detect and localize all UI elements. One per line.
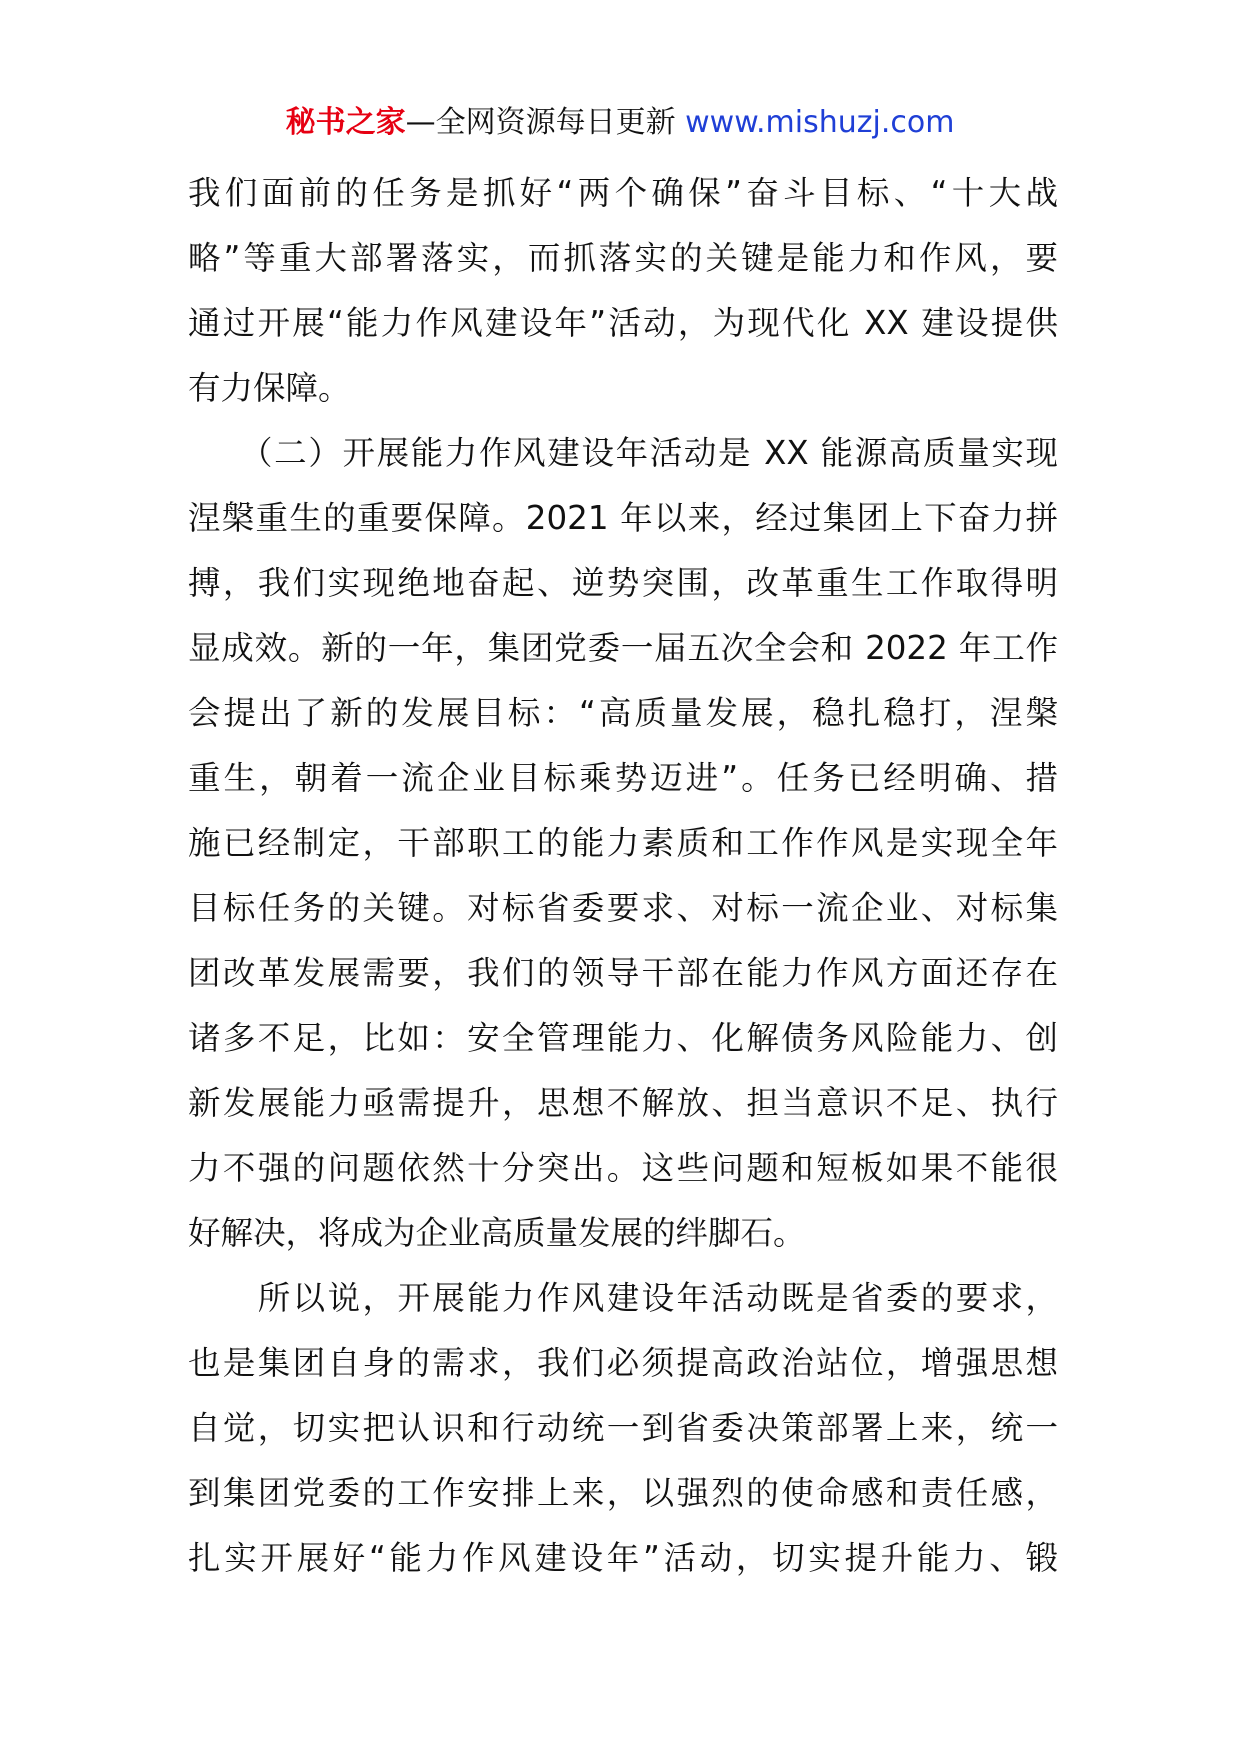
text-line: 搏，我们实现绝地奋起、逆势突围，改革重生工作取得明	[188, 564, 1058, 602]
text-line: 力不强的问题依然十分突出。这些问题和短板如果不能很	[188, 1149, 1058, 1187]
text-line: 所以说，开展能力作风建设年活动既是省委的要求，	[188, 1279, 1058, 1317]
text-line: 我们面前的任务是抓好“两个确保”奋斗目标、“十大战	[188, 174, 1058, 212]
text-line: 到集团党委的工作安排上来，以强烈的使命感和责任感，	[188, 1474, 1058, 1512]
site-url-link[interactable]: www.mishuzj.com	[685, 105, 955, 140]
text-line: 扎实开展好“能力作风建设年”活动，切实提升能力、锻	[188, 1539, 1058, 1577]
text-line: 目标任务的关键。对标省委要求、对标一流企业、对标集	[188, 889, 1058, 927]
text-line: 有力保障。	[188, 369, 351, 407]
site-tagline: —全网资源每日更新	[405, 105, 686, 140]
text-line: 重生，朝着一流企业目标乘势迈进”。任务已经明确、措	[188, 759, 1058, 797]
text-line: 自觉，切实把认识和行动统一到省委决策部署上来，统一	[188, 1409, 1058, 1447]
text-line: 新发展能力亟需提升，思想不解放、担当意识不足、执行	[188, 1084, 1058, 1122]
text-line: 好解决，将成为企业高质量发展的绊脚石。	[188, 1214, 806, 1252]
text-line: 诸多不足，比如：安全管理能力、化解债务风险能力、创	[188, 1019, 1058, 1057]
text-line: 团改革发展需要，我们的领导干部在能力作风方面还存在	[188, 954, 1058, 992]
text-line: 施已经制定，干部职工的能力素质和工作作风是实现全年	[188, 824, 1058, 862]
text-line: 也是集团自身的需求，我们必须提高政治站位，增强思想	[188, 1344, 1058, 1382]
text-line: 会提出了新的发展目标：“高质量发展，稳扎稳打，涅槃	[188, 694, 1058, 732]
document-body	[188, 161, 1058, 1591]
text-line: 显成效。新的一年，集团党委一届五次全会和 2022 年工作	[188, 629, 1058, 667]
site-header	[0, 103, 1240, 143]
text-line: 通过开展“能力作风建设年”活动，为现代化 XX 建设提供	[188, 304, 1058, 342]
text-line: 略”等重大部署落实，而抓落实的关键是能力和作风，要	[188, 239, 1058, 277]
text-line: （二）开展能力作风建设年活动是 XX 能源高质量实现	[188, 434, 1058, 472]
site-brand: 秘书之家	[285, 105, 406, 140]
text-line: 涅槃重生的重要保障。2021 年以来，经过集团上下奋力拼	[188, 499, 1058, 537]
